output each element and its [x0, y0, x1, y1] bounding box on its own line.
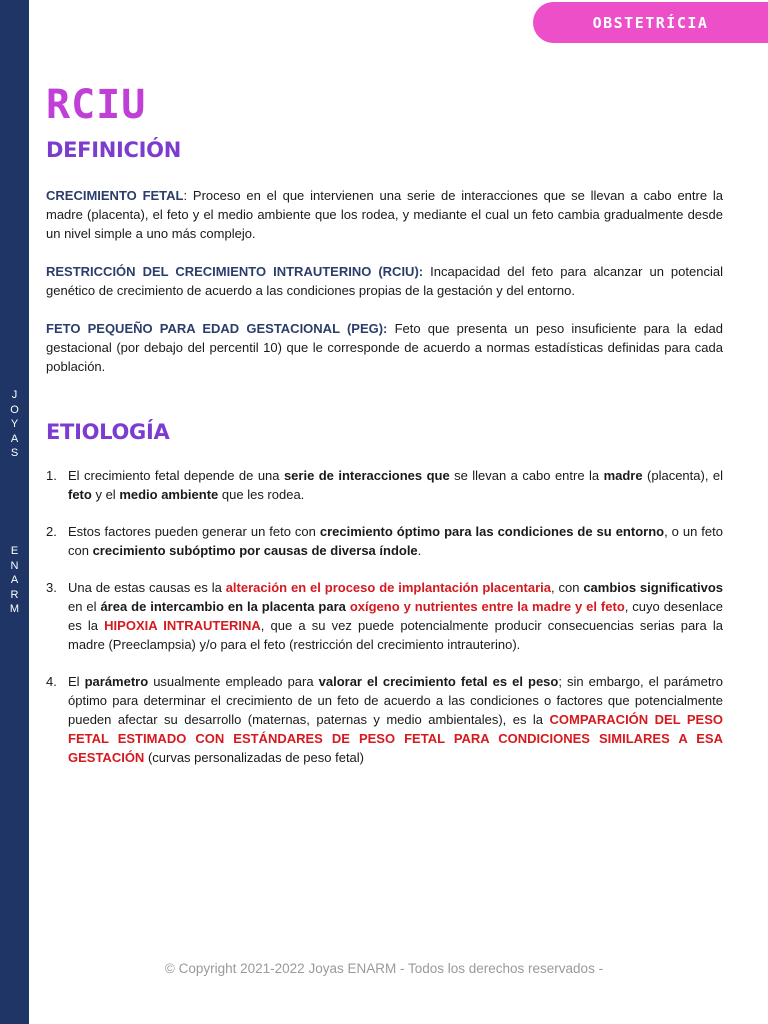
- sidebar-letter: A: [10, 432, 19, 445]
- list-item-number: 4.: [46, 674, 57, 689]
- sidebar-joyas-text: [0, 388, 29, 461]
- list-item-text: se llevan a cabo entre la: [449, 468, 604, 483]
- list-item-text: Una de estas causas es la: [68, 580, 226, 595]
- list-item-text: .: [417, 543, 422, 558]
- highlight-text: HIPOXIA INTRAUTERINA: [104, 618, 261, 633]
- bold-text: crecimiento subóptimo por causas de diversa índole: [92, 543, 418, 558]
- definition-term: FETO PEQUEÑO PARA EDAD GESTACIONAL (PEG):: [46, 321, 388, 336]
- definition-paragraph: [46, 186, 723, 243]
- sidebar-letter: N: [10, 559, 19, 572]
- sidebar-letter: E: [10, 545, 19, 557]
- definition-text: Feto que presenta un peso insuficiente para la edad gestacional (por debajo del percentil 10) que le corresponde de acuerdo a normas estadísticas definidas para cada población.: [46, 321, 723, 374]
- bold-text: valorar el crecimiento fetal es el peso: [318, 674, 559, 689]
- sidebar-letter: R: [10, 588, 19, 601]
- sidebar-letter: Y: [10, 418, 19, 430]
- definition-paragraph: [46, 262, 723, 300]
- list-item-text: usualmente empleado para: [148, 674, 319, 689]
- list-item: [46, 672, 723, 767]
- definition-term: CRECIMIENTO FETAL: [46, 188, 184, 203]
- list-item-text: , cuyo desenlace es la: [68, 599, 723, 633]
- list-item-text: El crecimiento fetal depende de una: [68, 468, 284, 483]
- list-item: [46, 578, 723, 654]
- list-item-text: (placenta), el: [642, 468, 723, 483]
- definition-paragraph: [46, 319, 723, 376]
- definition-text: : Proceso en el que intervienen una serie de interacciones que se llevan a cabo entre la madre (placenta), el feto y el medio ambiente que los rodea, y mediante el cual un feto cambia gradualmente desde un nivel simple a uno más complejo.: [46, 188, 724, 241]
- bold-text: área de intercambio en la placenta para: [100, 599, 346, 614]
- sidebar-letter: O: [10, 403, 19, 416]
- bold-text: feto: [68, 487, 92, 502]
- list-item-text: Estos factores pueden generar un feto con: [68, 524, 320, 539]
- list-item-text: ; sin embargo, el parámetro óptimo para determinar el crecimiento de un feto de acuerdo a las condiciones o factores que potencialmente pueden afectar su desarrollo (maternas, paternas y medio ambientales), es la: [68, 674, 723, 727]
- list-item: [46, 522, 723, 560]
- bold-text: medio ambiente: [119, 487, 219, 502]
- list-item-text: , o un feto con: [68, 524, 723, 558]
- highlight-text: COMPARACIÓN DEL PESO FETAL ESTIMADO CON ESTÁNDARES DE PESO FETAL PARA CONDICIONES SIMILARES A ESA GESTACIÓN: [68, 712, 723, 765]
- list-item-number: 3.: [46, 580, 57, 595]
- copyright-footer: © Copyright 2021-2022 Joyas ENARM - Todos los derechos reservados -: [164, 961, 604, 976]
- list-item-number: 1.: [46, 468, 57, 483]
- section-heading-definicion: DEFINICIÓN: [46, 138, 181, 162]
- definition-term: RESTRICCIÓN DEL CRECIMIENTO INTRAUTERINO (RCIU):: [46, 264, 424, 279]
- bold-text: madre: [603, 468, 643, 483]
- sidebar-enarm-text: [0, 544, 29, 617]
- list-item-number: 2.: [46, 524, 57, 539]
- list-item-text: El: [68, 674, 85, 689]
- bold-text: serie de interacciones que: [283, 468, 450, 483]
- etiology-list: [46, 466, 723, 785]
- bold-text: parámetro: [84, 674, 149, 689]
- list-item-text: (curvas personalizadas de peso fetal): [144, 750, 365, 765]
- bold-text: crecimiento óptimo para las condiciones de su entorno: [319, 524, 665, 539]
- highlight-text: oxígeno y nutrientes entre la madre y el feto: [349, 599, 625, 614]
- list-item-text: en el: [68, 599, 101, 614]
- sidebar-letter: S: [10, 447, 19, 459]
- section-heading-etiologia: ETIOLOGÍA: [46, 420, 170, 444]
- list-item-text: y el: [91, 487, 120, 502]
- list-item: [46, 466, 723, 504]
- definition-text: Incapacidad del feto para alcanzar un potencial genético de crecimiento de acuerdo a las condiciones propias de la gestación y del entorno.: [46, 264, 723, 298]
- page-title: RCIU: [46, 82, 147, 128]
- sidebar-letter: J: [11, 389, 18, 401]
- category-tag: OBSTETRÍCIA: [533, 2, 768, 43]
- bold-text: cambios significativos: [583, 580, 724, 595]
- list-item-text: , que a su vez puede potencialmente producir consecuencias serias para la madre (Preeclampsia) y/o para el feto (restricción del crecimiento intrauterino).: [68, 618, 724, 652]
- sidebar-letter: M: [9, 603, 20, 615]
- list-item-text: , con: [550, 580, 584, 595]
- list-item-text: que les rodea.: [218, 487, 305, 502]
- sidebar-letter: A: [10, 574, 19, 586]
- sidebar-strip: [0, 0, 29, 1024]
- highlight-text: alteración en el proceso de implantación placentaria: [225, 580, 551, 595]
